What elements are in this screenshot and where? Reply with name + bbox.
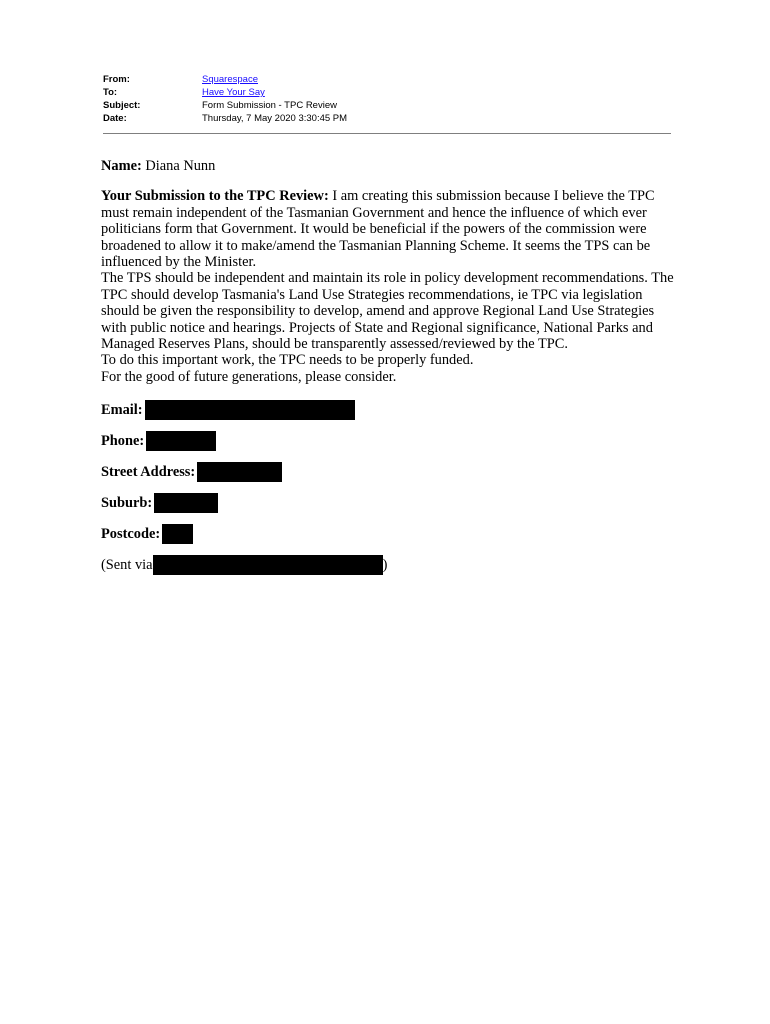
submission-block (101, 188, 676, 385)
suburb-label: Suburb: (101, 495, 153, 512)
street-field-row (101, 461, 676, 483)
postcode-label: Postcode: (101, 526, 161, 543)
suburb-redaction (154, 493, 218, 513)
submission-paragraph: The TPS should be independent and maintain its role in policy development recommendations. The TPC should develop Tasmania's Land Use Strategies recommendations, ie TPC via legislation should be given the responsibility to develop, amend and approve Regional Land Use Strategies with public notice and hearings. Projects of State and Regional significance, National Parks and Managed Reserves Plans, should be transparently assessed/reviewed by the TPC. (101, 270, 674, 353)
from-label: From: (103, 74, 130, 85)
submission-paragraph: To do this important work, the TPC needs to be properly funded. (101, 352, 474, 369)
street-address-redaction (197, 462, 282, 482)
email-field-row (101, 399, 676, 421)
sent-via-suffix: ) (382, 557, 388, 574)
email-body (101, 158, 676, 576)
phone-label: Phone: (101, 433, 145, 450)
date-row (103, 112, 671, 125)
name-value: Diana Nunn (141, 158, 216, 174)
name-line (101, 158, 676, 174)
header-divider (103, 133, 671, 134)
name-label: Name: (101, 158, 142, 174)
email-label: Email: (101, 402, 143, 419)
subject-row (103, 99, 671, 112)
to-link[interactable]: Have Your Say (202, 87, 265, 98)
phone-redaction (146, 431, 216, 451)
street-address-label: Street Address: (101, 464, 196, 481)
postcode-redaction (162, 524, 193, 544)
subject-value: Form Submission - TPC Review (202, 100, 337, 111)
submission-paragraph: For the good of future generations, please consider. (101, 368, 397, 385)
to-row (103, 86, 671, 99)
from-link[interactable]: Squarespace (202, 74, 258, 85)
date-label: Date: (103, 113, 127, 124)
email-header (103, 73, 671, 125)
subject-label: Subject: (103, 100, 141, 111)
sent-via-redaction (153, 555, 383, 575)
submission-label: Your Submission to the TPC Review: (101, 188, 329, 205)
email-redaction (145, 400, 355, 420)
phone-field-row (101, 430, 676, 452)
sent-via-prefix: (Sent via (101, 557, 153, 574)
postcode-field-row (101, 523, 676, 545)
submission-paragraph: Your Submission to the TPC Review: I am creating this submission because I believe the TPC must remain independent of the Tasmanian Government and hence the influence of which ever politicians form that Government. It would be beneficial if the powers of the commission were broadened to allow it to make/amend the Tasmanian Planning Scheme. It seems the TPS can be influenced by the Minister. (101, 188, 655, 271)
from-row (103, 73, 671, 86)
sent-via-row (101, 554, 676, 576)
date-value: Thursday, 7 May 2020 3:30:45 PM (202, 113, 348, 124)
suburb-field-row (101, 492, 676, 514)
to-label: To: (103, 87, 118, 98)
